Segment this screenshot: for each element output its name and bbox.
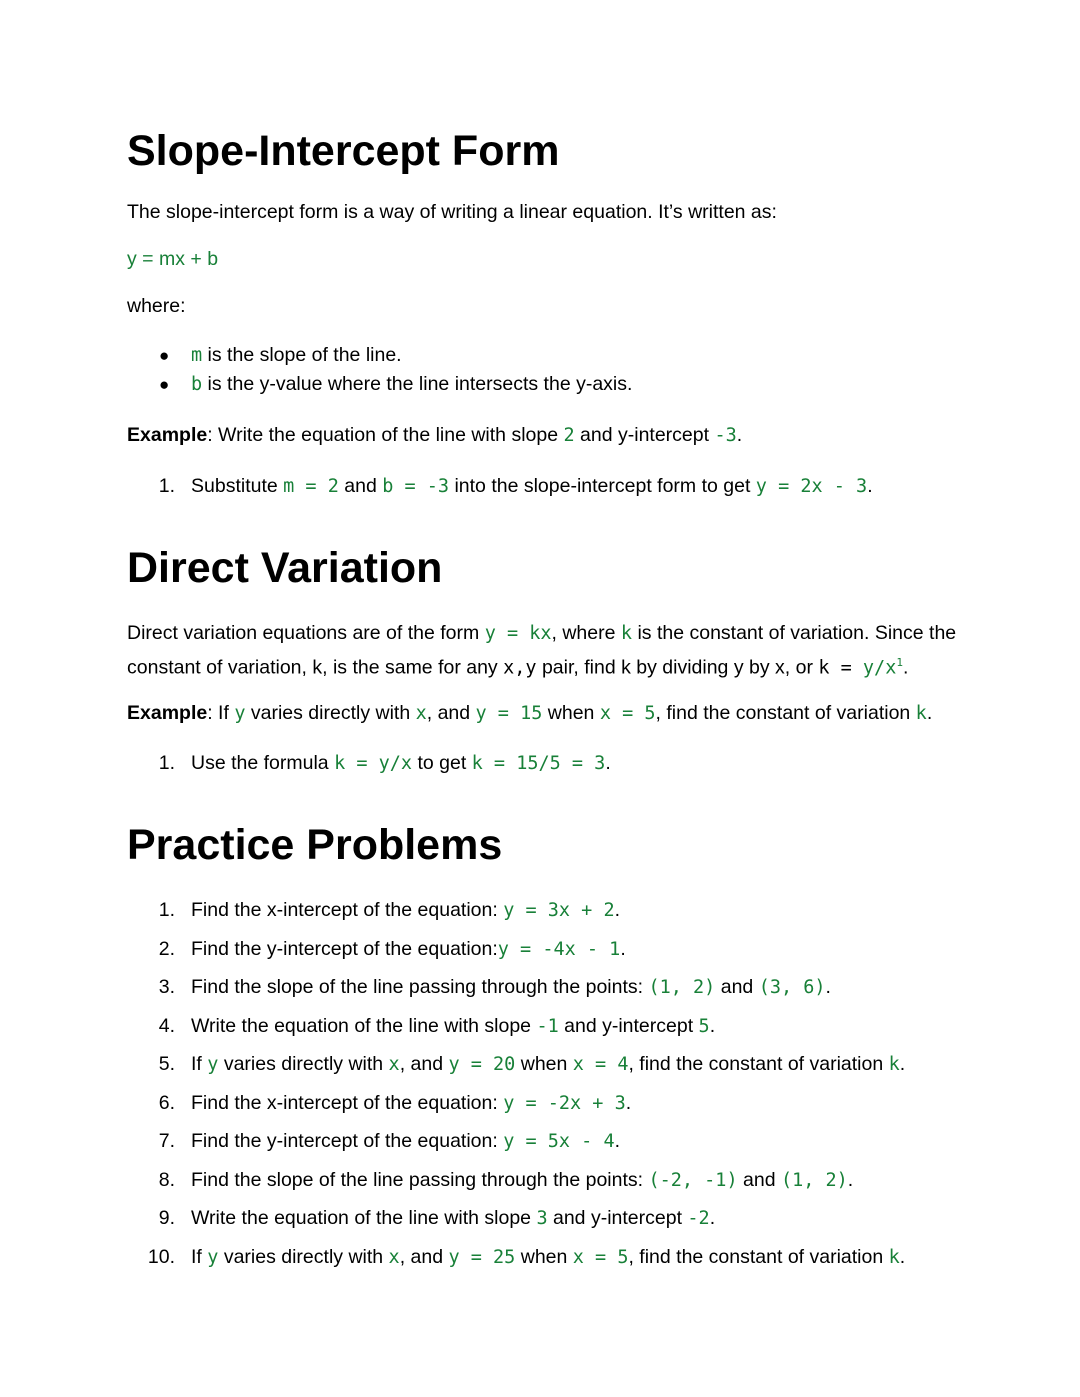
example-text: when [542,702,600,724]
bullet-text: is the y-value where the line intersects the y-axis. [202,373,633,395]
code-value: x = 5 [599,703,656,724]
code-value: k [915,703,927,724]
para-text: by [743,656,776,679]
problem-text: . [899,1245,906,1268]
bullet-icon: ● [159,375,170,394]
slope-intercept-bullet-list [127,341,957,399]
code-value: (3, 6) [758,977,826,998]
example-text: . [736,424,743,446]
list-number: 10. [147,1245,175,1268]
list-number: 1. [158,899,175,921]
code-value: k = y/x [334,753,413,774]
para-text: x [775,656,785,679]
code-value: k = 15/5 = 3 [471,753,606,774]
list-item [127,1204,957,1243]
problem-text: and [715,976,759,998]
code-value: y = 15 [475,703,543,724]
code-value: y = -2x + 3 [503,1092,626,1114]
code-value: y [207,1246,219,1268]
code-value: x [388,1246,400,1268]
code-value: x [388,1054,400,1075]
list-item [127,370,957,399]
list-number: 9. [158,1207,175,1229]
step-text: and [338,475,383,497]
example-text: . [926,702,933,724]
code-value: (-2, -1) [648,1169,738,1191]
bullet-icon: ● [159,346,170,365]
problem-text: when [515,1053,573,1075]
problem-text: Find the slope of the line passing through the points: [191,1168,649,1191]
problem-text: . [614,1130,621,1152]
step-text: into the slope-intercept form to get [449,475,756,497]
example-text: and y-intercept [574,424,715,446]
problem-text: and [737,1168,781,1191]
para-text: , or [784,656,819,679]
heading-practice-problems: Practice Problems [127,821,503,869]
example-text: , find the constant of variation [655,702,916,724]
code-value: y [234,703,246,724]
list-item [127,472,957,501]
problem-text: . [709,1207,716,1229]
para-text: k [312,656,323,679]
bullet-text: is the slope of the line. [202,344,402,366]
list-item [127,1012,957,1051]
example-label: Example [127,702,208,724]
example-text: : If [207,702,235,724]
code-value: -1 [536,1015,559,1037]
problem-text: . [620,937,626,960]
problem-text: . [625,1091,632,1114]
list-number: 4. [158,1014,175,1037]
problem-text: Write the equation of the line with slope [191,1014,537,1037]
code-value: y = kx [484,623,552,644]
example-text: : Write the equation of the line with slope [207,424,564,446]
code-value-plain: k = [818,657,863,679]
list-number: 6. [158,1091,175,1114]
problem-text: and y-intercept [558,1014,699,1037]
example-text: varies directly with [245,702,416,724]
step-text: . [867,475,873,497]
code-value: x = 4 [572,1054,629,1075]
problem-text: Find the x-intercept of the equation: [191,899,504,921]
code-value: k [620,623,633,644]
code-value: y = 2x - 3 [755,476,868,497]
code-value: y/x [862,657,897,679]
list-item [127,935,957,974]
list-item [127,973,957,1012]
heading-direct-variation: Direct Variation [127,544,443,592]
code-value: x = 5 [572,1246,629,1268]
practice-problem-list [127,896,957,1281]
example-label: Example [127,424,208,446]
list-number: 3. [158,976,175,998]
step-text: . [605,752,611,774]
code-value: y = 5x - 4 [503,1131,615,1152]
problem-text: , find the constant of variation [628,1053,889,1075]
problem-text: when [515,1245,573,1268]
code-value: -2 [687,1208,710,1229]
list-item [127,1050,957,1089]
list-number: 5. [158,1053,175,1075]
slope-intercept-steps [127,472,957,501]
direct-variation-steps [127,749,957,778]
direct-variation-example [127,699,957,728]
code-value: y = 25 [448,1246,516,1268]
list-item [127,896,957,935]
para-text: Direct variation equations are of the form [127,622,485,644]
list-item [127,1089,957,1128]
problem-text: and y-intercept [547,1207,688,1229]
heading-slope-intercept-form: Slope-Intercept Form [127,127,560,175]
problem-text: If [191,1245,208,1268]
problem-text: If [191,1053,208,1075]
list-item [127,1166,957,1205]
para-text: . [902,656,909,679]
code-value: y = 20 [448,1054,516,1075]
code-value: -3 [714,425,737,446]
list-number: 7. [158,1130,175,1152]
problem-text: Find the y-intercept of the equation: [191,937,498,960]
problem-text: , and [399,1245,449,1268]
problem-text: . [847,1168,854,1191]
code-b: b [191,374,203,395]
para-text: y [733,656,744,679]
code-value: 2 [563,425,575,446]
list-item [127,749,957,778]
step-text: to get [412,752,472,774]
para-text: , is the same for any [322,656,504,679]
code-value: (1, 2) [648,977,716,998]
code-value: 5 [698,1015,710,1037]
problem-text: , find the constant of variation [628,1245,889,1268]
code-value: y = -4x - 1 [497,938,621,960]
para-text: by dividing [630,656,734,679]
slope-intercept-intro: The slope-intercept form is a way of writing a linear equation. It’s written as: [127,201,777,223]
code-m: m [191,345,203,366]
list-number: 8. [158,1168,175,1191]
problem-text: varies directly with [218,1245,389,1268]
problem-text: . [899,1053,906,1075]
code-value: k [888,1246,900,1268]
code-value: m = 2 [283,476,339,497]
code-value: 3 [536,1208,548,1229]
list-number: 2. [158,937,175,960]
code-value: y [207,1054,219,1075]
para-text: , where [551,622,621,644]
code-value: (1, 2) [780,1169,848,1191]
slope-intercept-formula: y = mx + b [127,248,219,270]
problem-text: Write the equation of the line with slope [191,1207,537,1229]
problem-text: . [825,976,831,998]
step-text: Substitute [191,475,284,497]
problem-text: Find the x-intercept of the equation: [191,1091,504,1114]
problem-text: . [709,1014,716,1037]
list-item [127,1243,957,1282]
list-number: 1. [158,752,175,774]
code-value: y = 3x + 2 [503,900,615,921]
example-text: , and [426,702,476,724]
list-item [127,341,957,370]
para-text: k [621,656,631,679]
list-number: 1. [158,475,175,497]
where-label: where: [127,295,186,317]
code-value-plain: x,y [503,657,537,679]
para-text: is the constant of variation. Since the constant of variation, [127,622,957,679]
para-text: pair, find [536,656,622,679]
list-item [127,1127,957,1166]
step-text: Use the formula [191,752,335,774]
code-value: k [888,1054,900,1075]
code-value: x [415,703,427,724]
code-value: b = -3 [382,476,450,497]
problem-text: varies directly with [218,1053,389,1075]
footnote-marker: 1 [896,656,903,669]
problem-text: Find the slope of the line passing through the points: [191,976,649,998]
slope-intercept-example [127,421,957,450]
problem-text: . [614,899,621,921]
problem-text: Find the y-intercept of the equation: [191,1130,504,1152]
problem-text: , and [399,1053,449,1075]
direct-variation-paragraph [127,619,957,683]
